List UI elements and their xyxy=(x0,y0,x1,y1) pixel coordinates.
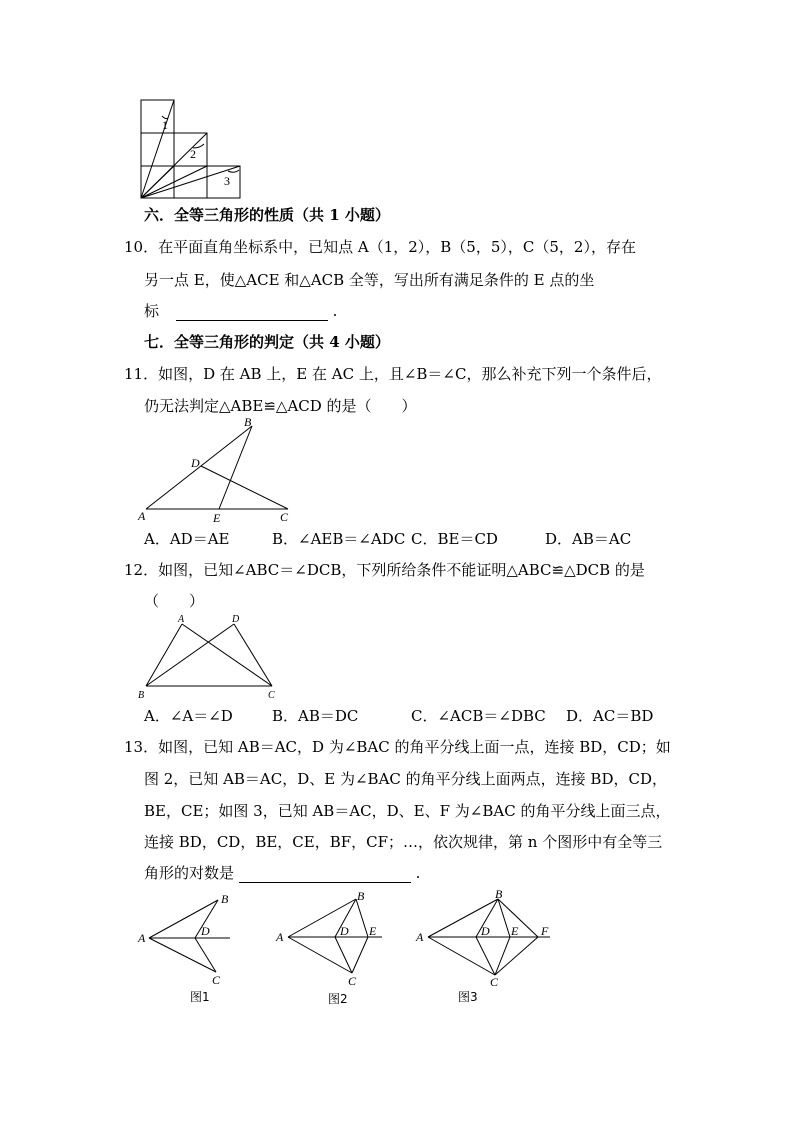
q13-line1: 13．如图，已知 AB＝AC，D 为∠BAC 的角平分线上面一点，连接 BD，CD；如 xyxy=(124,738,671,756)
q12-triangle-figure xyxy=(134,612,284,704)
q13-fig1-label-A: A xyxy=(138,931,146,945)
q13-fig1-label-C: C xyxy=(212,973,221,987)
q11-triangle-figure xyxy=(134,416,304,526)
angle-label-2: 2 xyxy=(190,147,196,161)
q13-line5 xyxy=(144,863,420,883)
q12-line2: （ ） xyxy=(144,592,205,610)
q12-label-B: B xyxy=(138,690,145,701)
q13-end: . xyxy=(415,864,421,882)
q12-option-a[interactable]: A．∠A＝∠D xyxy=(144,707,233,725)
q13-fig2-label-E: E xyxy=(369,924,377,938)
q13-line3: BE，CE；如图 3，已知 AB＝AC，D、E、F 为∠BAC 的角平分线上面三点， xyxy=(144,802,671,820)
q12-option-b[interactable]: B．AB＝DC xyxy=(272,707,359,725)
angle-label-3: 3 xyxy=(224,174,230,188)
q13-caption-3: 图3 xyxy=(458,990,478,1004)
q11-option-c[interactable]: C．BE＝CD xyxy=(411,530,498,548)
q12-option-d[interactable]: D．AC＝BD xyxy=(566,707,654,725)
q13-line2: 图 2，已知 AB＝AC，D、E 为∠BAC 的角平分线上面两点，连接 BD，CD， xyxy=(144,770,667,788)
q12-line1: 12．如图，已知∠ABC＝∠DCB，下列所给条件不能证明△ABC≌△DCB 的是 xyxy=(124,561,645,579)
q10-label-biao: 标 xyxy=(144,302,160,320)
angle-label-1: 1 xyxy=(162,118,168,132)
q13-fig2-label-A: A xyxy=(276,930,284,944)
q11-line2: 仍无法判定△ABE≌△ACD 的是（ ） xyxy=(144,397,417,415)
q10-line3 xyxy=(144,301,337,321)
q11-label-A: A xyxy=(138,509,146,523)
q13-caption-2: 图2 xyxy=(328,992,348,1006)
q13-fig3-label-F: F xyxy=(541,924,549,938)
q13-fig1-label-B: B xyxy=(221,892,229,906)
q13-fig3-label-E: E xyxy=(511,924,519,938)
q13-fig2-label-B: B xyxy=(357,889,365,903)
q13-fig3-label-B: B xyxy=(495,887,503,901)
q10-line2: 另一点 E，使△ACE 和△ACB 全等，写出所有满足条件的 E 点的坐 xyxy=(144,271,595,289)
q13-fig1-label-D: D xyxy=(201,924,210,938)
q13-fig2-label-C: C xyxy=(348,974,357,988)
q13-fig3-label-C: C xyxy=(490,975,499,989)
q11-label-C: C xyxy=(280,510,289,524)
q10-end: . xyxy=(332,302,338,320)
grid-angle-figure xyxy=(138,96,248,200)
q13-caption-1: 图1 xyxy=(190,990,210,1004)
q11-line1: 11．如图，D 在 AB 上，E 在 AC 上，且∠B＝∠C，那么补充下列一个条件后， xyxy=(124,365,662,383)
q10-answer-blank[interactable] xyxy=(176,305,328,321)
q11-label-D: D xyxy=(191,456,200,470)
section7-heading: 七．全等三角形的判定（共 4 小题） xyxy=(144,333,390,351)
q11-option-b[interactable]: B．∠AEB＝∠ADC xyxy=(272,530,406,548)
q11-option-d[interactable]: D．AB＝AC xyxy=(545,530,632,548)
q10-line1: 10．在平面直角坐标系中，已知点 A（1，2），B（5，5），C（5，2），存在 xyxy=(124,238,636,256)
q13-figure-1 xyxy=(134,888,244,988)
q13-fig3-label-A: A xyxy=(416,930,424,944)
q13-answer-blank[interactable] xyxy=(239,867,411,883)
q11-label-E: E xyxy=(213,511,221,525)
q11-label-B: B xyxy=(244,415,252,429)
q12-label-C: C xyxy=(268,690,275,701)
q11-option-a[interactable]: A．AD＝AE xyxy=(144,530,230,548)
q12-label-A: A xyxy=(178,614,185,625)
q13-fig2-label-D: D xyxy=(340,924,349,938)
q12-label-D: D xyxy=(232,614,240,625)
q13-figure-3 xyxy=(412,886,562,988)
q13-figure-2 xyxy=(272,886,392,988)
q13-label: 角形的对数是 xyxy=(144,864,235,882)
q13-line4: 连接 BD，CD，BE，CE，BF，CF；…，依次规律，第 n 个图形中有全等三 xyxy=(144,833,663,851)
q13-fig3-label-D: D xyxy=(481,924,490,938)
section6-heading: 六．全等三角形的性质（共 1 小题） xyxy=(144,206,390,224)
q12-option-c[interactable]: C．∠ACB＝∠DBC xyxy=(411,707,546,725)
